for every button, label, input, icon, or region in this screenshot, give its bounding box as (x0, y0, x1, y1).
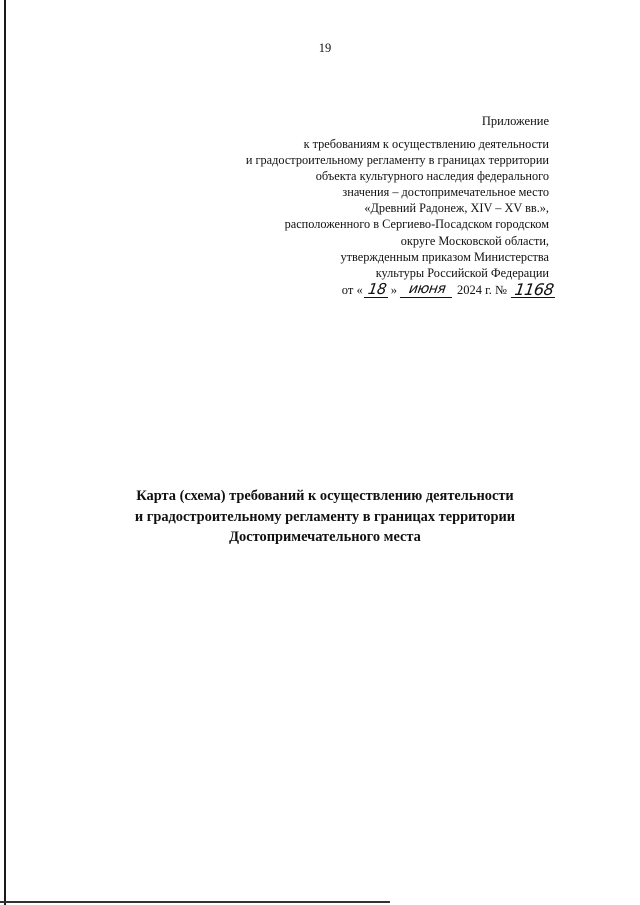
title-line: Достопримечательного места (229, 529, 421, 545)
page-number: 19 (318, 41, 332, 55)
appendix-line: утвержденным приказом Министерства (340, 249, 549, 264)
order-number-handwritten: 1168 (511, 282, 557, 298)
title-line: и градостроительному регламенту в границах территории (134, 508, 516, 525)
appendix-line: значения – достопримечательное место (342, 185, 549, 200)
appendix-label: Приложение (481, 114, 549, 128)
appendix-line: «Древний Радонеж, XIV – XV вв.», (364, 201, 549, 216)
order-month-handwritten: июня (400, 282, 454, 298)
scan-edge-left (4, 0, 6, 905)
scan-edge-bottom (0, 901, 390, 903)
appendix-line: округе Московской области, (400, 233, 549, 248)
appendix-line: расположенного в Сергиево-Посадском городском (284, 217, 549, 232)
order-date-quote: » (390, 283, 397, 297)
appendix-line: и градостроительному регламенту в границах территории (245, 153, 549, 168)
order-day-handwritten: 18 (364, 282, 390, 298)
title-line: Карта (схема) требований к осуществлению деятельности (136, 488, 514, 504)
appendix-line: культуры Российской Федерации (375, 265, 549, 280)
appendix-line: объекта культурного наследия федерального (315, 169, 549, 184)
order-year-text: 2024 г. № (456, 283, 507, 297)
order-date-line (341, 282, 556, 298)
appendix-line: к требованиям к осуществлению деятельности (303, 137, 549, 151)
order-date-prefix: от « (341, 283, 363, 297)
appendix-description (246, 136, 549, 281)
document-title (0, 486, 640, 548)
